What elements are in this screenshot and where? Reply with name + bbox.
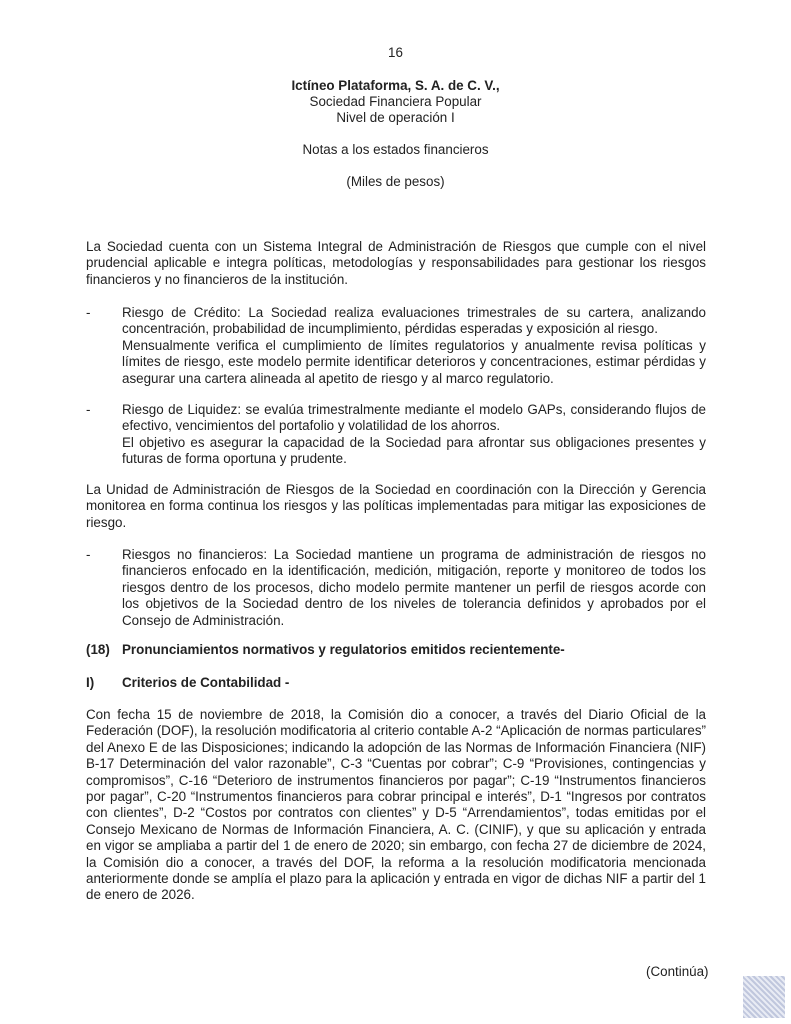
document-header	[0, 78, 791, 190]
bullet-text: Riesgo de Liquidez: se evalúa trimestralmente mediante el modelo GAPs, considerando flujos de efectivo, vencimientos del portafolio y volatilidad de los ahorros.	[122, 402, 706, 434]
section-18-heading	[86, 642, 565, 657]
entity-type: Sociedad Financiera Popular	[309, 94, 482, 109]
bullet-dash: -	[86, 402, 91, 417]
operation-level: Nivel de operación I	[336, 110, 455, 125]
company-name: Ictíneo Plataforma, S. A. de C. V.,	[291, 78, 500, 93]
intro-paragraph: La Sociedad cuenta con un Sistema Integral de Administración de Riesgos que cumple con el nivel prudencial aplicable e integra políticas, metodologías y responsabilidades para gestionar los riesgos financieros y no financieros de la institución.	[86, 239, 706, 287]
bullet-dash: -	[86, 547, 91, 562]
page-number: 16	[388, 45, 403, 60]
units-note: (Miles de pesos)	[346, 174, 445, 189]
section-number: (18)	[86, 642, 110, 657]
qr-code-icon	[743, 976, 785, 1018]
bullet-text: Mensualmente verifica el cumplimiento de límites regulatorios y anualmente revisa políticas y límites de riesgo, este modelo permite identificar deterioros y concentraciones, estimar pérdidas y asegurar una cartera alineada al apetito de riesgo y al marco regulatorio.	[122, 337, 706, 386]
section-title-text: Pronunciamientos normativos y regulatorios emitidos recientemente-	[122, 642, 565, 657]
bullet-text: Riesgos no financieros: La Sociedad mantiene un programa de administración de riesgos no financieros enfocado en la identificación, medición, mitigación, reporte y monitoreo de todos los riesgos dentro de los procesos, dicho modelo permite mantener un perfil de riesgos acorde con los objetivos de la Sociedad dentro de los niveles de tolerancia definidos y aprobados por el Consejo de Administración.	[122, 547, 706, 628]
section-title: Notas a los estados financieros	[302, 142, 489, 157]
middle-paragraph: La Unidad de Administración de Riesgos de la Sociedad en coordinación con la Dirección y Gerencia monitorea en forma continua los riesgos y las políticas implementadas para mitigar las exposiciones de riesgo.	[86, 482, 706, 530]
list-item-non-financial-risk	[86, 547, 706, 629]
continue-label: (Continúa)	[646, 964, 709, 979]
subsection-I-heading	[86, 675, 289, 690]
criteria-paragraph: Con fecha 15 de noviembre de 2018, la Comisión dio a conocer, a través del Diario Oficial de la Federación (DOF), la resolución modificatoria al criterio contable A-2 “Aplicación de normas particulares” del Anexo E de las Disposiciones; indicando la adopción de las Normas de Información Financiera (NIF) B-17 Determinación del valor razonable”, C-3 “Cuentas por cobrar”; C-9 “Provisiones, contingencias y compromisos”, C-16 “Deterioro de instrumentos financieros por pagar”; C-19 “Instrumentos financieros por pagar”, C-20 “Instrumentos financieros para cobrar principal e interés”, D-1 “Ingresos por contratos con clientes”, D-2 “Costos por contratos con clientes” y D-5 “Arrendamientos”, todas emitidas por el Consejo Mexicano de Normas de Información Financiera, A. C. (CINIF), y que su aplicación y entrada en vigor se ampliaba a partir del 1 de enero de 2020; sin embargo, con fecha 27 de diciembre de 2024, la Comisión dio a conocer, a través del DOF, la reforma a la resolución modificatoria mencionada anteriormente donde se amplía el plazo para la aplicación y entrada en vigor de dichas NIF a partir del 1 de enero de 2026.	[86, 707, 706, 903]
list-item-credit-risk	[86, 305, 706, 387]
list-item-liquidity-risk	[86, 402, 706, 468]
bullet-text: El objetivo es asegurar la capacidad de la Sociedad para afrontar sus obligaciones presentes y futuras de forma oportuna y prudente.	[122, 434, 706, 467]
bullet-dash: -	[86, 305, 91, 320]
bullet-text: Riesgo de Crédito: La Sociedad realiza evaluaciones trimestrales de su cartera, analizando concentración, probabilidad de incumplimiento, pérdidas esperadas y exposición al riesgo.	[122, 305, 706, 337]
subsection-number: I)	[86, 675, 95, 690]
subsection-title-text: Criterios de Contabilidad -	[122, 675, 290, 690]
